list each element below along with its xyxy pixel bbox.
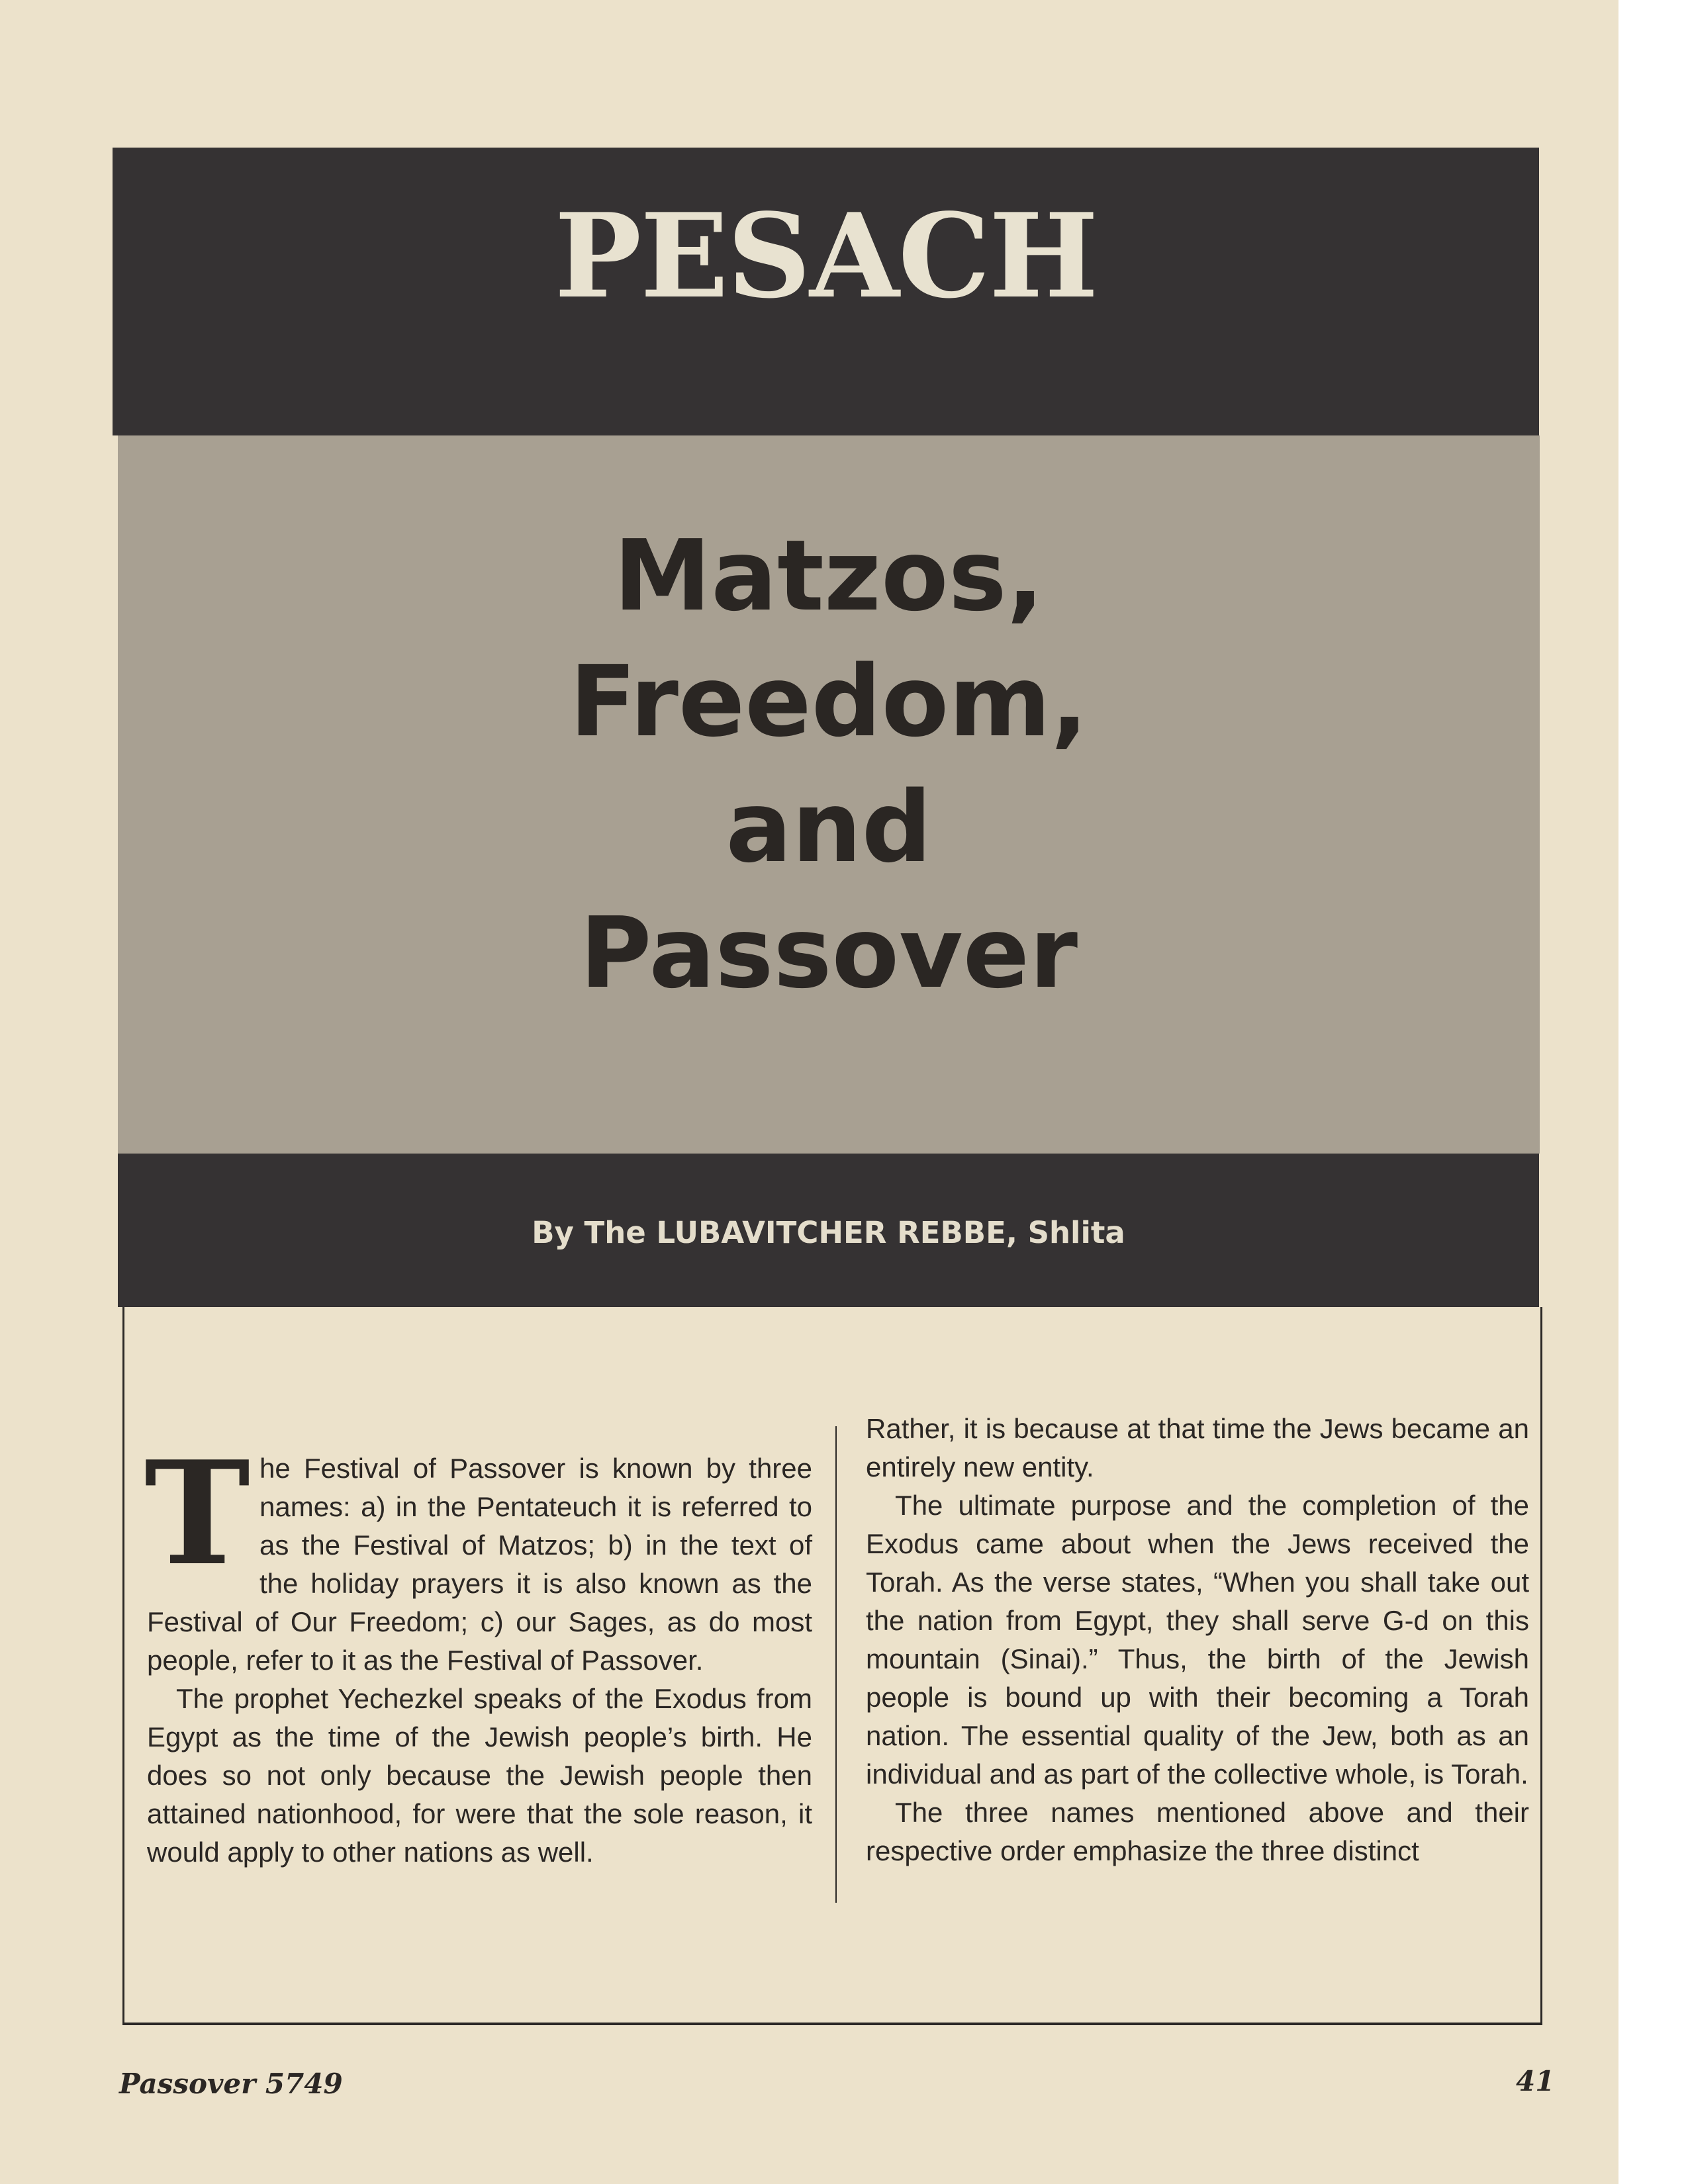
page-number: 41 <box>1516 2065 1555 2097</box>
drop-cap: T <box>144 1430 250 1597</box>
paragraph: The ultimate purpose and the completion of the Exodus came about when the Jews received the Torah. As the verse states, “When you shall take out the nation from Egypt, they shall serve G-d on this mountain (Sinai).” Thus, the birth of the Jewish people is bound up with their becoming a Torah nation. The essential quality of the Jew, both as an individual and as part of the collective whole, is Torah. <box>866 1490 1529 1790</box>
headline-line-2: Freedom, <box>569 645 1088 758</box>
scan-margin <box>1618 0 1688 2184</box>
paragraph <box>144 1430 812 1680</box>
author-byline: By The LUBAVITCHER REBBE, Shlita <box>532 1215 1125 1250</box>
paragraph: Rather, it is because at that time the Jews became an entirely new entity. <box>866 1413 1529 1482</box>
paragraph: The prophet Yechezkel speaks of the Exodus from Egypt as the time of the Jewish people’s birth. He does so not only because the Jewish people then attained nationhood, for were that the sole reason, it would apply to other nations as well. <box>147 1683 812 1868</box>
section-title: PESACH <box>554 189 1098 324</box>
paragraph: The three names mentioned above and their respective order emphasize the three distinct <box>866 1797 1529 1866</box>
column-divider <box>835 1426 837 1903</box>
article-headline <box>118 513 1540 1016</box>
article-column-left <box>144 1430 812 1872</box>
headline-line-3: and <box>726 770 932 884</box>
paragraph-text: he Festival of Passover is known by three names: a) in the Pentateuch it is referred to as the Festival of Matzos; b) in the text of the holiday prayers it is also known as the Festival of Our Freedom; c) our Sages, as do most people, refer to it as the Festival of Passover. <box>147 1453 812 1676</box>
headline-line-1: Matzos, <box>613 519 1045 633</box>
publication-footer: Passover 5749 <box>119 2068 343 2100</box>
article-column-right <box>866 1410 1529 1870</box>
headline-line-4: Passover <box>579 896 1078 1010</box>
